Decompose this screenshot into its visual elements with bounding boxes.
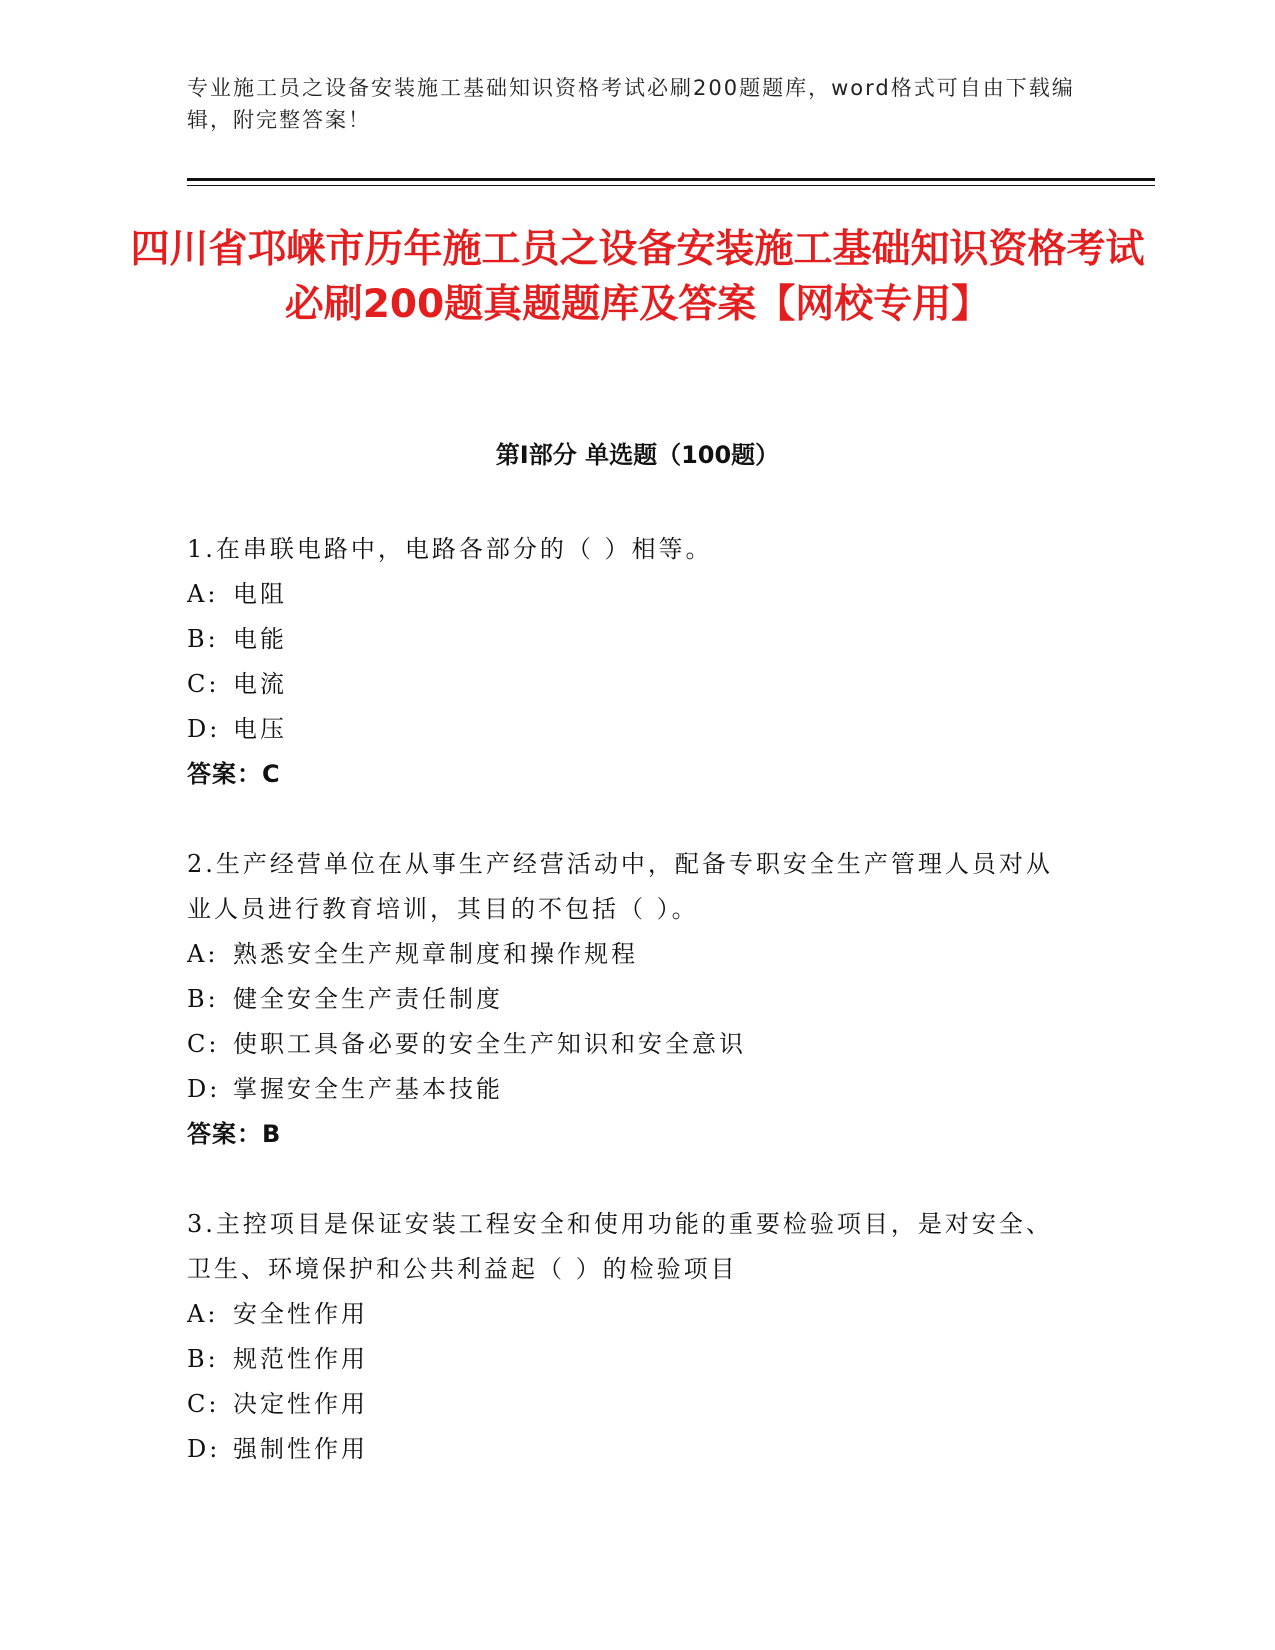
question-1	[187, 527, 1067, 797]
section-title: 第Ⅰ部分 单选题（100题）	[495, 441, 780, 469]
option-text: 决定性作用	[233, 1390, 368, 1418]
option-key: B:	[187, 625, 219, 653]
option-a	[187, 1292, 1067, 1337]
option-key: C:	[187, 670, 220, 698]
option-text: 电阻	[233, 580, 287, 608]
option-key: D:	[187, 715, 221, 743]
option-c	[187, 662, 1067, 707]
question-3	[187, 1202, 1067, 1472]
option-key: A:	[187, 940, 219, 968]
answer-prefix: 答案：	[187, 1120, 262, 1148]
option-a	[187, 932, 1067, 977]
question-2	[187, 842, 1067, 1157]
option-key: A:	[187, 580, 219, 608]
answer-line	[187, 752, 1067, 797]
option-c	[187, 1382, 1067, 1427]
option-b	[187, 617, 1067, 662]
option-key: B:	[187, 1345, 219, 1373]
option-key: A:	[187, 1300, 219, 1328]
option-b	[187, 977, 1067, 1022]
option-d	[187, 1427, 1067, 1472]
answer-value: C	[262, 760, 281, 788]
question-stem: 3.主控项目是保证安装工程安全和使用功能的重要检验项目，是对安全、卫生、环境保护和公共利益起（ ）的检验项目	[187, 1210, 1053, 1283]
option-d	[187, 707, 1067, 752]
option-text: 使职工具备必要的安全生产知识和安全意识	[233, 1030, 746, 1058]
question-stem: 1.在串联电路中，电路各部分的（ ）相等。	[187, 535, 713, 563]
option-text: 安全性作用	[233, 1300, 368, 1328]
option-key: C:	[187, 1030, 220, 1058]
option-key: B:	[187, 985, 219, 1013]
option-text: 强制性作用	[233, 1435, 368, 1463]
option-d	[187, 1067, 1067, 1112]
option-b	[187, 1337, 1067, 1382]
option-text: 电压	[233, 715, 287, 743]
header-rule-thin	[187, 185, 1155, 186]
option-key: D:	[187, 1075, 221, 1103]
question-list	[187, 527, 1067, 1517]
option-a	[187, 572, 1067, 617]
answer-prefix: 答案：	[187, 760, 262, 788]
question-stem: 2.生产经营单位在从事生产经营活动中，配备专职安全生产管理人员对从业人员进行教育培训，其目的不包括（ ）。	[187, 850, 1053, 923]
option-text: 掌握安全生产基本技能	[233, 1075, 503, 1103]
option-text: 电能	[233, 625, 287, 653]
answer-value: B	[262, 1120, 282, 1148]
header-rule-thick	[187, 178, 1155, 181]
option-text: 健全安全生产责任制度	[233, 985, 503, 1013]
option-text: 规范性作用	[233, 1345, 368, 1373]
document-title: 四川省邛崃市历年施工员之设备安装施工基础知识资格考试必刷200题真题题库及答案【网校专用】	[130, 227, 1145, 327]
answer-line	[187, 1112, 1067, 1157]
option-text: 电流	[233, 670, 287, 698]
option-key: D:	[187, 1435, 221, 1463]
option-c	[187, 1022, 1067, 1067]
option-key: C:	[187, 1390, 220, 1418]
document-header-note: 专业施工员之设备安装施工基础知识资格考试必刷200题题库，word格式可自由下载编辑，附完整答案！	[187, 76, 1075, 132]
option-text: 熟悉安全生产规章制度和操作规程	[233, 940, 638, 968]
